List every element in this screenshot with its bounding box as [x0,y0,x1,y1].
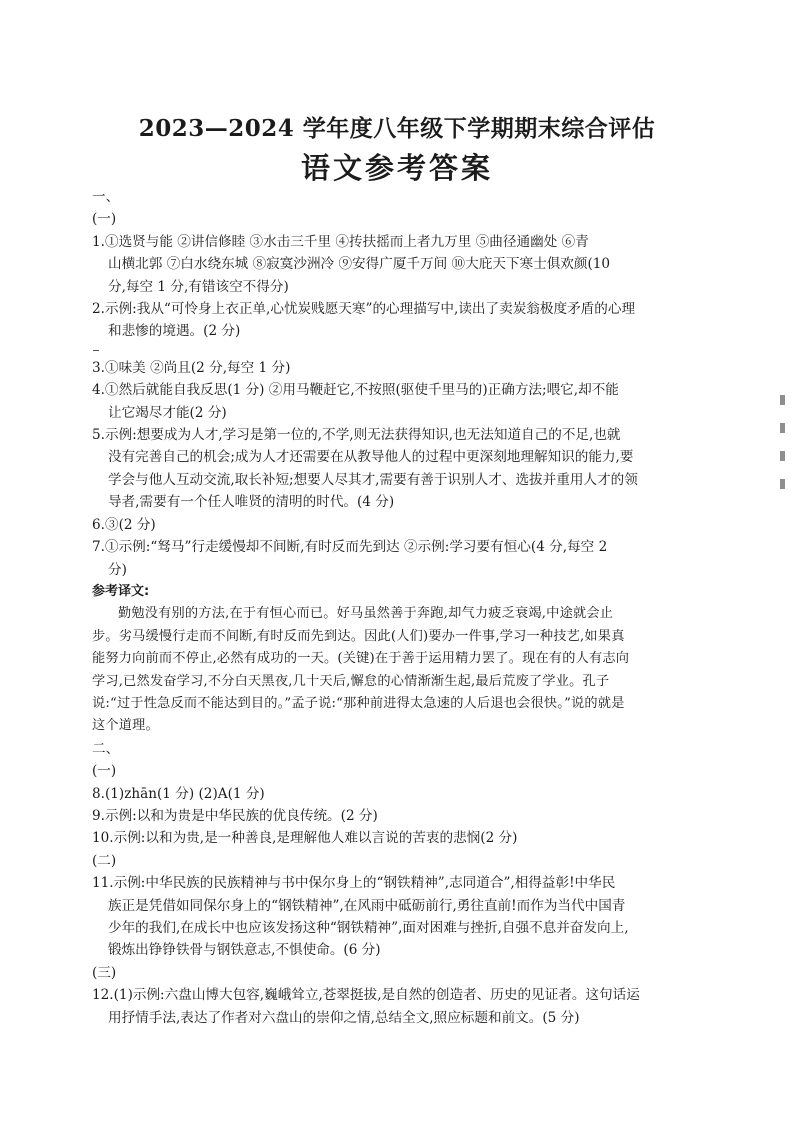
section-heading-2: 二、 [92,740,120,757]
answer-line: 没有完善自己的机会;成为人才还需要在从教导他人的过程中更深刻地理解知识的能力,要 [108,449,634,466]
reference-translation-heading: 参考译文: [92,583,150,599]
dash-mark [92,343,718,357]
translation-line: 这个道理。 [92,718,159,734]
answer-line: 用抒情手法,表达了作者对六盘山的崇仰之情,总结全文,照应标题和前文。(5 分) [108,1009,580,1026]
answer-line: 3.①味美 ②尚且(2 分,每空 1 分) [92,359,291,376]
translation-line: 学习,已然发奋学习,不分白天黑夜,几十天后,懈怠的心情渐渐生起,最后荒废了学业。孔子 [92,673,610,689]
page-subtitle: 语文参考答案 [300,151,493,185]
answer-line: 6.③(2 分) [92,516,156,533]
answer-line: 4.①然后就能自我反思(1 分) ②用马鞭赶它,不按照(驱使千里马的)正确方法;喂它,却不能 [92,382,619,399]
edge-mark [780,423,785,433]
answer-line: 1.①选贤与能 ②讲信修睦 ③水击三千里 ④抟扶摇而上者九万里 ⑤曲径通幽处 ⑥青 [92,233,589,250]
answer-line: 8.(1)zhān(1 分) (2)A(1 分) [92,785,265,802]
subsection-heading-2-3: (三) [92,964,117,981]
subsection-heading-2-1: (一) [92,763,117,780]
translation-line: 说:“过于性急反而不能达到目的。”孟子说:“那种前进得太急速的人后退也会很快。”说的就是 [92,695,625,711]
page-title: 2023—2024 学年度八年级下学期期末综合评估 [138,115,656,142]
section-heading-1: 一、 [92,189,120,205]
answer-line: 锻炼出铮铮铁骨与钢铁意志,不惧使命。(6 分) [108,942,381,959]
edge-mark [780,451,785,461]
edge-mark [780,479,785,489]
answer-line: 少年的我们,在成长中也应该发扬这种“钢铁精神”,面对困难与挫折,自强不息并奋发向上, [108,920,629,936]
translation-line: 能努力向前而不停止,必然有成功的一天。(关键)在于善于运用精力罢了。现在有的人有志向 [92,651,630,667]
answer-line: 学会与他人互动交流,取长补短;想要人尽其才,需要有善于识别人才、选拔并重用人才的领 [108,471,638,488]
translation-line: 勤勉没有别的方法,在于有恒心而已。好马虽然善于奔跑,却气力疲乏衰竭,中途就会止 [118,606,614,622]
answer-line: 分) [108,561,127,578]
answer-line: 和悲惨的境遇。(2 分) [108,323,241,340]
answer-line: 7.①示例:“驽马”行走缓慢却不间断,有时反而先到达 ②示例:学习要有恒心(4 分,每空 2 [92,539,608,556]
reference-translation [92,603,718,737]
answer-line: 9.示例:以和为贵是中华民族的优良传统。(2 分) [92,807,378,824]
answer-body [92,186,718,1029]
subsection-heading-2-2: (二) [92,852,117,869]
answer-line: 让它竭尽才能(2 分) [108,404,227,421]
answer-line: 5.示例:想要成为人才,学习是第一位的,不学,则无法获得知识,也无法知道自己的不足,也就 [92,427,621,444]
answer-line: 族正是凭借如同保尔身上的“钢铁精神”,在风雨中砥砺前行,勇往直前!而作为当代中国青 [108,897,626,914]
subsection-heading-1-1: (一) [92,211,117,228]
answer-line: 11.示例:中华民族的民族精神与书中保尔身上的“钢铁精神”,志同道合”,相得益彰!中华民 [92,875,616,892]
answer-line: 分,每空 1 分,有错该空不得分) [108,278,289,295]
edge-mark [780,395,785,405]
answer-line: 12.(1)示例:六盘山博大包容,巍峨耸立,苍翠挺拔,是自然的创造者、历史的见证者。这句话运 [92,987,640,1004]
answer-line: 2.示例:我从“可怜身上衣正单,心忧炭贱愿天寒”的心理描写中,读出了卖炭翁极度矛盾的心理 [92,301,636,318]
answer-line: 10.示例:以和为贵,是一种善良,是理解他人难以言说的苦衷的悲悯(2 分) [92,830,518,847]
answer-line: 山横北郭 ⑦白水绕东城 ⑧寂寞沙洲冷 ⑨安得广厦千万间 ⑩大庇天下寒士俱欢颜(10 [108,256,611,273]
answer-line: 导者,需要有一个任人唯贤的清明的时代。(4 分) [108,494,395,511]
scan-edge-marks [776,395,788,507]
translation-line: 步。劣马缓慢行走而不间断,有时反而先到达。因此(人们)要办一件事,学习一种技艺,如果真 [92,628,625,644]
